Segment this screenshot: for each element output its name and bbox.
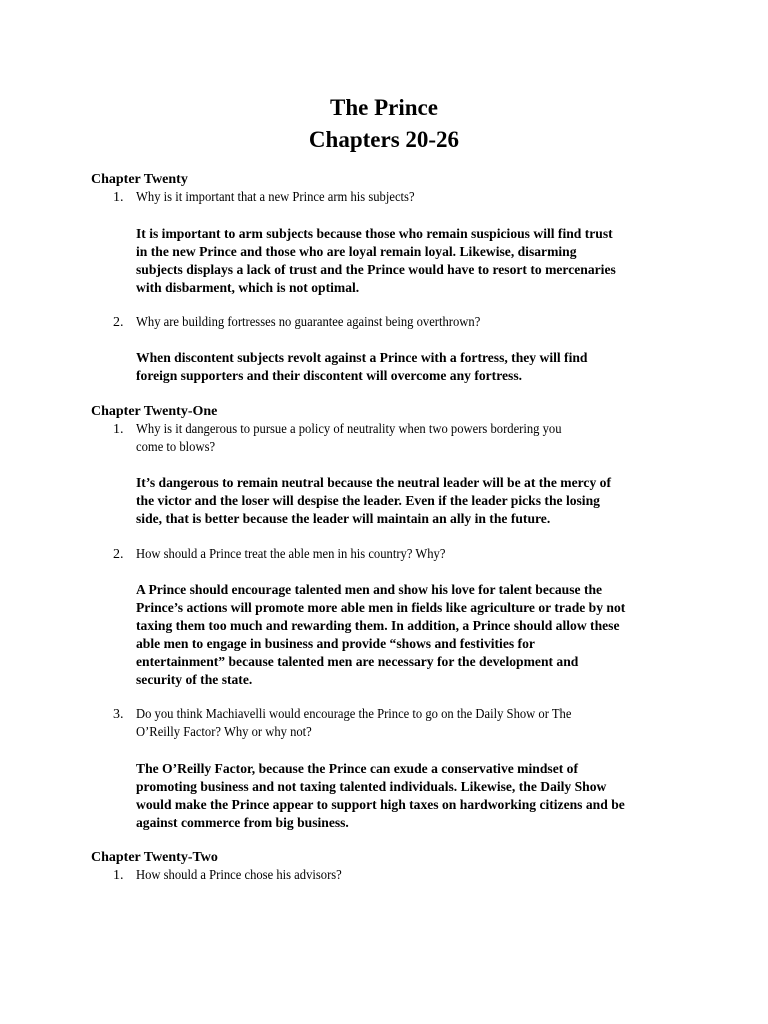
question-text xyxy=(136,314,673,332)
answer-line: entertainment” because talented men are necessary for the development and xyxy=(136,654,579,669)
answer-line: subjects displays a lack of trust and the Prince would have to resort to mercenaries xyxy=(136,262,616,277)
question-line: How should a Prince chose his advisors? xyxy=(136,868,342,883)
answer-line: would make the Prince appear to support high taxes on hardworking citizens and be xyxy=(136,797,625,812)
answer-line: security of the state. xyxy=(136,672,253,687)
question xyxy=(113,706,673,742)
question-text xyxy=(136,546,673,564)
question-text xyxy=(136,421,673,457)
question-number: 1. xyxy=(113,868,124,883)
question-line: Why are building fortresses no guarantee against being overthrown? xyxy=(136,315,481,330)
answer-line: promoting business and not taxing talented individuals. Likewise, the Daily Show xyxy=(136,779,607,794)
answer-line: in the new Prince and those who are loyal remain loyal. Likewise, disarming xyxy=(136,244,577,259)
question-line: Do you think Machiavelli would encourage the Prince to go on the Daily Show or The xyxy=(136,707,572,722)
answer-line: against commerce from big business. xyxy=(136,815,349,830)
question-text xyxy=(136,867,673,885)
question-number: 1. xyxy=(113,190,124,205)
answer-line: A Prince should encourage talented men and show his love for talent because the xyxy=(136,582,603,597)
answer xyxy=(136,581,696,689)
question xyxy=(113,867,673,885)
chapter-heading: Chapter Twenty-One xyxy=(91,404,218,419)
document-subtitle: Chapters 20-26 xyxy=(308,127,460,152)
answer-line: It is important to arm subjects because those who remain suspicious will find trust xyxy=(136,226,613,241)
answer xyxy=(136,225,696,297)
question-text xyxy=(136,189,673,207)
answer-line: able men to engage in business and provide “shows and festivities for xyxy=(136,636,535,651)
question-line: come to blows? xyxy=(136,440,216,455)
answer-line: side, that is better because the leader will maintain an ally in the future. xyxy=(136,511,551,526)
question xyxy=(113,314,673,332)
answer-line: When discontent subjects revolt against a Prince with a fortress, they will find xyxy=(136,350,588,365)
answer-line: foreign supporters and their discontent will overcome any fortress. xyxy=(136,368,523,383)
question-number: 2. xyxy=(113,315,124,330)
answer xyxy=(136,474,696,528)
question xyxy=(113,189,673,207)
question-line: O’Reilly Factor? Why or why not? xyxy=(136,725,312,740)
answer xyxy=(136,760,696,832)
question xyxy=(113,546,673,564)
question-line: Why is it important that a new Prince arm his subjects? xyxy=(136,190,415,205)
answer-line: It’s dangerous to remain neutral because the neutral leader will be at the mercy of xyxy=(136,475,611,490)
answer-line: with disbarment, which is not optimal. xyxy=(136,280,360,295)
question-number: 3. xyxy=(113,707,124,722)
chapter-heading: Chapter Twenty xyxy=(91,172,188,187)
answer-line: taxing them too much and rewarding them. In addition, a Prince should allow these xyxy=(136,618,620,633)
question-number: 2. xyxy=(113,547,124,562)
question xyxy=(113,421,673,457)
answer-line: Prince’s actions will promote more able men in fields like agriculture or trade by not xyxy=(136,600,626,615)
document-title: The Prince xyxy=(330,95,438,120)
answer-line: The O’Reilly Factor, because the Prince can exude a conservative mindset of xyxy=(136,761,578,776)
answer xyxy=(136,349,696,385)
chapter-heading: Chapter Twenty-Two xyxy=(91,850,218,865)
question-number: 1. xyxy=(113,422,124,437)
answer-line: the victor and the loser will despise the leader. Even if the leader picks the losing xyxy=(136,493,600,508)
question-line: Why is it dangerous to pursue a policy of neutrality when two powers bordering you xyxy=(136,422,562,437)
question-text xyxy=(136,706,673,742)
question-line: How should a Prince treat the able men in his country? Why? xyxy=(136,547,446,562)
